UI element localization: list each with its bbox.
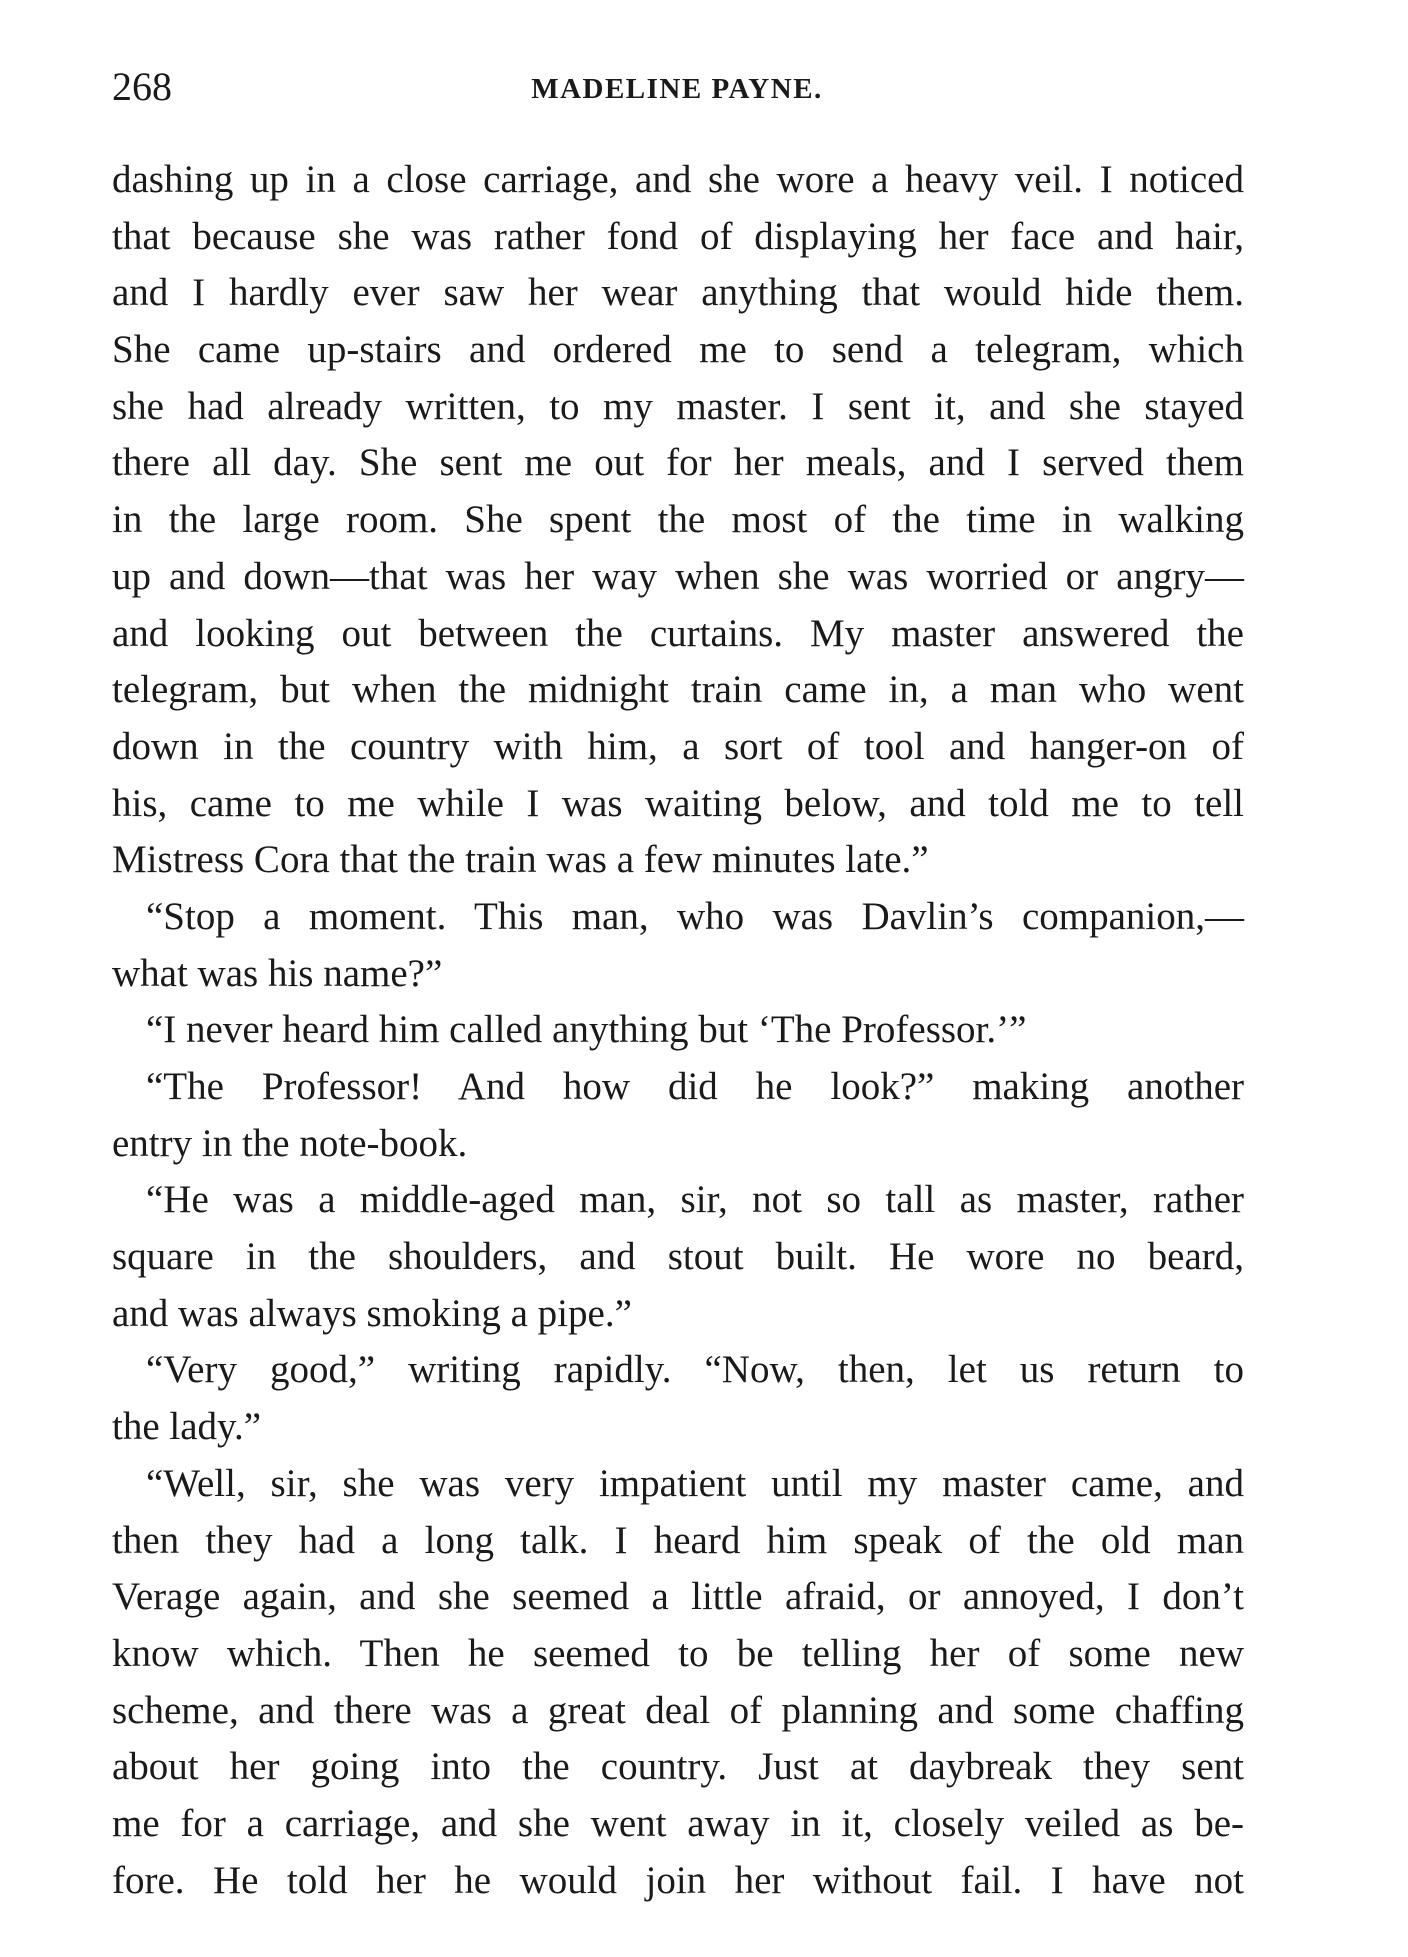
text-line: square in the shoulders, and stout built. He wore no beard,	[112, 1235, 1244, 1279]
text-line: in the large room. She spent the most of the time in walking	[112, 498, 1244, 542]
text-line: dashing up in a close carriage, and she wore a heavy veil. I noticed	[112, 158, 1244, 201]
text-line: his, came to me while I was waiting below, and told me to tell	[112, 781, 1244, 825]
text-line: “The Professor! And how did he look?” making another	[146, 1065, 1244, 1108]
text-line: and I hardly ever saw her wear anything that would hide them.	[112, 271, 1244, 315]
body-text	[112, 152, 1244, 1909]
text-line: “Very good,” writing rapidly. “Now, then, let us return to	[146, 1348, 1244, 1392]
text-line: about her going into the country. Just at daybreak they sent	[112, 1745, 1244, 1789]
text-line: the lady.”	[112, 1405, 262, 1449]
text-line: and was always smoking a pipe.”	[112, 1291, 632, 1335]
page-number: 268	[112, 64, 172, 109]
text-line: Mistress Cora that the train was a few minutes late.”	[112, 838, 929, 882]
text-line: she had already written, to my master. I sent it, and she stayed	[112, 384, 1244, 428]
text-line: Verage again, and she seemed a little afraid, or annoyed, I don’t	[112, 1575, 1244, 1619]
text-line: scheme, and there was a great deal of planning and some chaffing	[112, 1688, 1244, 1732]
text-line: know which. Then he seemed to be telling her of some new	[112, 1631, 1244, 1675]
text-line: then they had a long talk. I heard him speak of the old man	[112, 1518, 1244, 1562]
text-line: me for a carriage, and she went away in it, closely veiled as be-	[112, 1801, 1244, 1845]
running-head: MADELINE PAYNE.	[531, 73, 823, 105]
text-line: “Stop a moment. This man, who was Davlin’s companion,—	[146, 894, 1244, 938]
text-line: “He was a middle-aged man, sir, not so tall as master, rather	[146, 1178, 1244, 1222]
text-line: what was his name?”	[112, 951, 443, 995]
text-line: and looking out between the curtains. My master answered the	[112, 611, 1244, 655]
page-header	[112, 62, 1242, 112]
text-line: “I never heard him called anything but ‘The Professor.’”	[146, 1008, 1027, 1052]
text-line: entry in the note-book.	[112, 1121, 468, 1165]
text-line: down in the country with him, a sort of tool and hanger-on of	[112, 724, 1244, 768]
text-line: “Well, sir, she was very impatient until my master came, and	[146, 1461, 1244, 1505]
text-line: up and down—that was her way when she was worried or angry—	[112, 554, 1244, 598]
text-line: fore. He told her he would join her without fail. I have not	[112, 1858, 1244, 1902]
text-line: She came up-stairs and ordered me to send a telegram, which	[112, 328, 1244, 372]
text-line: that because she was rather fond of displaying her face and hair,	[112, 214, 1244, 258]
text-line: telegram, but when the midnight train came in, a man who went	[112, 668, 1244, 712]
text-line: there all day. She sent me out for her meals, and I served them	[112, 441, 1244, 485]
